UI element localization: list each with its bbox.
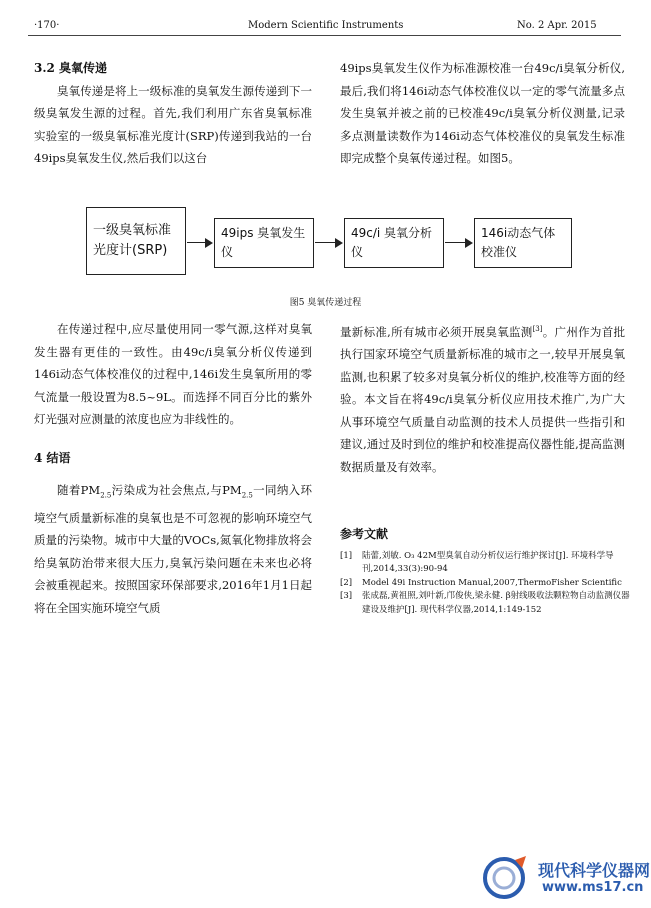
header-rule: [28, 35, 621, 36]
section-3-2: [34, 57, 312, 170]
section-heading: 4 结语: [34, 450, 71, 465]
reference-item: [1] 陆蕾,刘敏. O₃ 42M型臭氧自动分析仪运行维护探讨[J]. 环境科学导刊,2014,33(3):90-94: [340, 550, 614, 574]
watermark-url: www.ms17.cn: [542, 880, 644, 895]
flow-box-49ci: 49c/i 臭氧分析仪: [344, 218, 444, 268]
right-column-bottom: [340, 318, 625, 478]
paragraph: 臭氧传递是将上一级标准的臭氧发生源传递到下一级臭氧发生源的过程。首先,我们利用广东省臭氧标准实验室的一级臭氧标准光度计(SRP)传递到我站的一台49ips臭氧发生仪,然后我们以这台: [34, 83, 312, 165]
reference-item: [3] 张成磊,黄祖照,刘叶新,邝俊侠,梁永健. β射线吸收法颗粒物自动监测仪器建设及维护[J]. 现代科学仪器,2014,1:149-152: [340, 591, 630, 615]
right-column-top: [340, 57, 625, 170]
page-number: ·170·: [34, 20, 60, 31]
paragraph: 在传递过程中,应尽量使用同一零气源,这样对臭氧发生器有更佳的一致性。由49c/i臭氧分析仪传递到146i动态气体校准仪的过程中,146i发生臭氧所用的零气流量一般设置为8.5~9L。而选择不同百分比的紫外灯光强对应测量的浓度也应为非线性的。: [34, 322, 312, 426]
arrow-right-icon: [315, 242, 341, 243]
references: [340, 528, 630, 617]
paragraph: 量新标准,所有城市必须开展臭氧监测[3]。广州作为首批执行国家环境空气质量新标准的城市之一,较早开展臭氧监测,也积累了较多对臭氧分析仪的维护,校准等方面的经验。本文旨在将49c/i臭氧分析仪应用技术推广,为广大从事环境空气质量自动监测的技术人员提供一些指引和建议,通过及时到位的维护和校准提高仪器性能,提高监测数据质量及有效率。: [340, 324, 626, 474]
figure-caption: 图5 臭氧传递过程: [289, 298, 362, 308]
paragraph: 49ips臭氧发生仪作为标准源校准一台49c/i臭氧分析仪,最后,我们将146i动态气体校准仪以一定的零气流量多点发生臭氧并被之前的已校准49c/i臭氧分析仪测量,记录多点测量读数作为146i动态气体校准仪的臭氧发生标准即完成整个臭氧传递过程。如图5。: [340, 61, 625, 165]
flow-box-srp: 一级臭氧标准光度计(SRP): [86, 207, 186, 275]
arrow-right-icon: [445, 242, 471, 243]
flow-box-49ips: 49ips 臭氧发生仪: [214, 218, 314, 268]
journal-name: Modern Scientific Instruments: [248, 20, 404, 31]
watermark-name: 现代科学仪器网: [538, 861, 651, 880]
section-heading: 3.2 臭氧传递: [34, 61, 108, 75]
flow-box-146i: 146i动态气体校准仪: [474, 218, 572, 268]
reference-item: [2] Model 49i Instruction Manual,2007,ThermoFisher Scientific: [340, 577, 622, 588]
paragraph: 随着$PM_{2.5}$污染成为社会焦点,与$PM_{2.5}$一同纳入环境空气质量新标准的臭氧也是不可忽视的影响环境空气质量的污染物。城市中大量的VOCs,氮氧化物排放将会给臭氧防治带来很大压力,臭氧污染问题在未来也必将会被重视起来。按照国家环保部要求,2016年1月1日起将在全国实施环境空气质: [34, 483, 313, 615]
left-column-bottom: [34, 318, 312, 619]
issue-date: No. 2 Apr. 2015: [517, 20, 597, 31]
watermark-logo-icon: [478, 854, 536, 900]
arrow-right-icon: [187, 242, 211, 243]
references-title: 参考文献: [340, 527, 389, 541]
